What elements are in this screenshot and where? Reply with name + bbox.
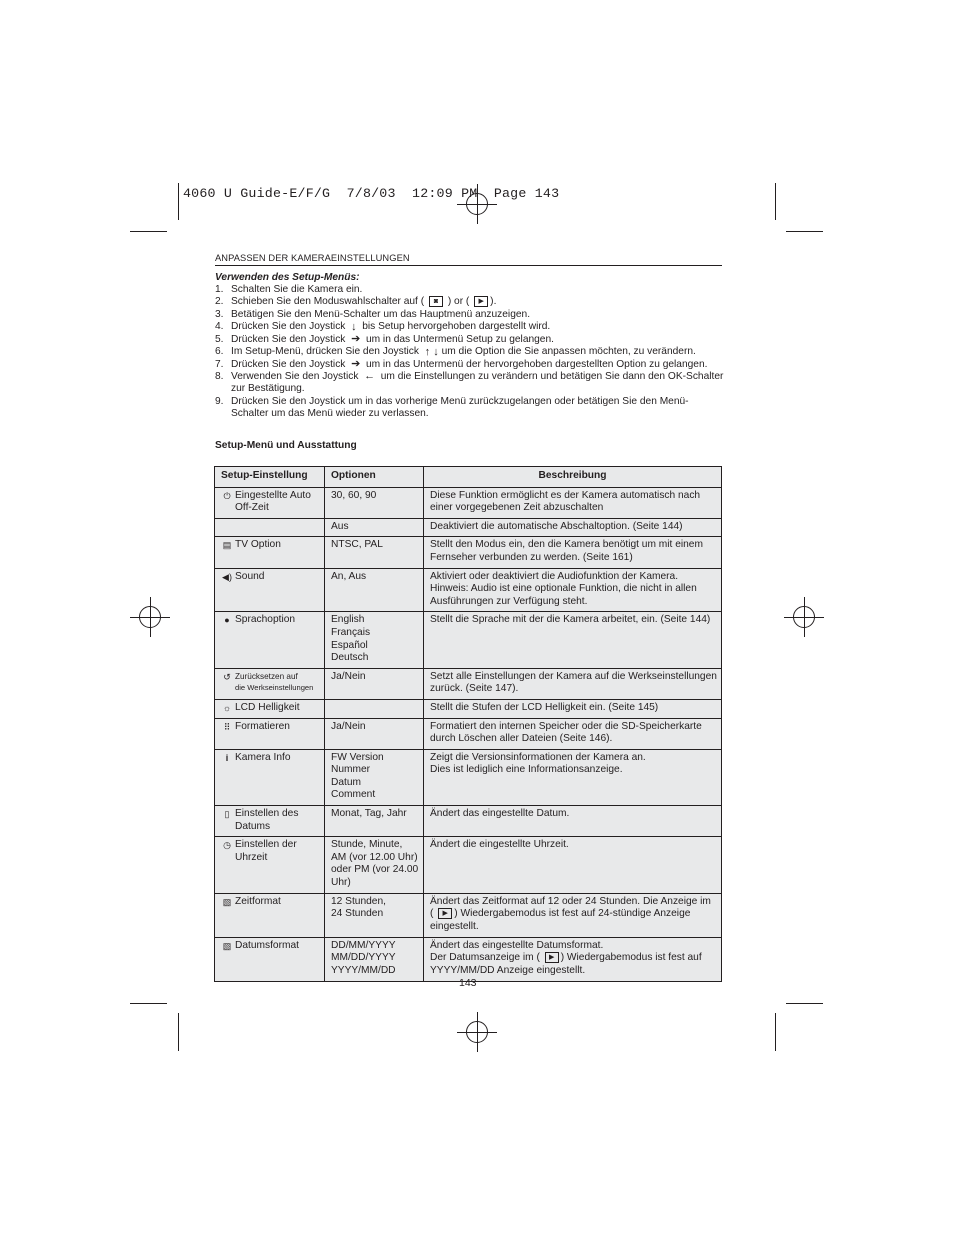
steps-list: [215, 284, 725, 421]
print-slug: 4060 U Guide-E/F/G 7/8/03 12:09 PM Page 143: [183, 186, 560, 201]
section-rule: [215, 265, 722, 266]
playback-mode-icon: ▶: [474, 296, 488, 307]
list-item: 2. Schieben Sie den Moduswahlschalter auf ( ◙ ) or ( ▶ ).: [215, 296, 497, 308]
list-item: 9. Drücken Sie den Joystick um in das vorherige Menü zurückzugelangen oder betätigen Sie den Menü-Schalter um das Menü wieder zu verlassen.: [215, 395, 689, 420]
list-item: 5. Drücken Sie den Joystick ➔ um in das Untermenü Setup zu gelangen.: [215, 333, 554, 346]
registration-mark: [130, 597, 170, 637]
column-header: Beschreibung: [424, 467, 722, 488]
info-icon: i: [225, 752, 229, 763]
registration-mark: [457, 1012, 497, 1052]
table-row: Aus Deaktiviert die automatische Abschaltoption. (Seite 144): [215, 518, 722, 537]
intro-title: Verwenden des Setup-Menüs:: [215, 272, 360, 283]
table-header-row: [215, 467, 722, 488]
table-row: ↺ Zurücksetzen auf die Werkseinstellungen Ja/Nein Setzt alle Einstellungen der Kamera auf die Werkseinstellungen zurück. (Seite 147).: [215, 668, 722, 699]
table-row: ☼ LCD Helligkeit Stellt die Stufen der LCD Helligkeit ein. (Seite 145): [215, 699, 722, 718]
table-title: Setup-Menü und Ausstattung: [215, 440, 357, 451]
list-item: 4. Drücken Sie den Joystick ↓ bis Setup hervorgehoben dargestellt wird.: [215, 320, 551, 333]
table-row: i Kamera Info FW Version Nummer Datum Comment Zeigt die Versionsinformationen der Kamera an. Dies ist lediglich eine Informationsanzeige.: [215, 749, 722, 805]
crop-mark: [775, 183, 776, 220]
crop-mark: [786, 231, 823, 232]
playback-mode-icon: ▶: [545, 952, 559, 963]
crop-mark: [775, 1013, 776, 1051]
table-row: ◀) Sound An, Aus Aktiviert oder deaktiviert die Audiofunktion der Kamera. Hinweis: Audio ist eine optionale Funktion, die nicht in allen Ausführungen zur Verfügung steht.: [215, 568, 722, 612]
arrow-right-icon: ➔: [351, 333, 361, 346]
list-item: 6. Im Setup-Menü, drücken Sie den Joystick ↑ ↓ um die Option die Sie anpassen möchten, zu verändern.: [215, 345, 696, 358]
arrow-up-down-icon: ↑ ↓: [424, 345, 439, 358]
date-format-icon: ▧: [222, 940, 232, 951]
list-item: 1. Schalten Sie die Kamera ein.: [215, 284, 363, 295]
language-icon: ●: [224, 615, 230, 626]
table-row: ▧ Datumsformat DD/MM/YYYY MM/DD/YYYY YYYY/MM/DD Ändert das eingestellte Datumsformat. Der Datumsanzeige im ( ▶ ) Wiedergabemodus ist fest auf YYYY/MM/DD Anzeige eingestellt.: [215, 937, 722, 981]
arrow-right-icon: ➔: [351, 357, 361, 370]
arrow-down-icon: ↓: [351, 320, 357, 333]
crop-mark: [178, 1013, 179, 1051]
speaker-icon: ◀): [222, 571, 232, 582]
section-header: ANPASSEN DER KAMERAEINSTELLUNGEN: [215, 253, 410, 263]
playback-mode-icon: ▶: [438, 908, 452, 919]
table-row: ⠿ Formatieren Ja/Nein Formatiert den internen Speicher oder die SD-Speicherkarte durch Löschen aller Dateien (Seite 146).: [215, 718, 722, 749]
arrow-left-icon: ←: [364, 370, 376, 383]
crop-mark: [178, 183, 179, 220]
crop-mark: [786, 1003, 823, 1004]
table-row: ⏻ Eingestellte Auto Off-Zeit 30, 60, 90 Diese Funktion ermöglicht es der Kamera automatisch nach einer vorgegebenen Zeit abzuschalten: [215, 487, 722, 518]
crop-mark: [130, 231, 167, 232]
brightness-icon: ☼: [222, 702, 232, 713]
list-item: 8. Verwenden Sie den Joystick ← um die Einstellungen zu verändern und betätigen Sie dann den OK-Schalter zur Bestätigung.: [215, 370, 724, 395]
calendar-icon: ▯: [224, 809, 230, 820]
format-icon: ⠿: [223, 721, 231, 732]
tv-icon: ▤: [222, 540, 232, 551]
table-row: ▯ Einstellen des Datums Monat, Tag, Jahr Ändert das eingestellte Datum.: [215, 806, 722, 837]
clock-icon: ◷: [223, 840, 231, 851]
crop-mark: [130, 1003, 167, 1004]
table-row: ● Sprachoption English Français Español Deutsch Stellt die Sprache mit der die Kamera arbeitet, ein. (Seite 144): [215, 612, 722, 668]
registration-mark: [784, 597, 824, 637]
list-item: 3. Betätigen Sie den Menü-Schalter um das Hauptmenü anzuzeigen.: [215, 309, 531, 320]
column-header: Optionen: [325, 467, 424, 488]
list-item: 7. Drücken Sie den Joystick ➔ um in das Untermenü der hervorgehoben dargestellten Option zu gelangen.: [215, 357, 708, 370]
column-header: Setup-Einstellung: [215, 467, 325, 488]
table-row: ▧ Zeitformat 12 Stunden, 24 Stunden Ändert das Zeitformat auf 12 oder 24 Stunden. Die Anzeige im ( ▶ ) Wiedergabemodus ist fest auf 24-stündige Anzeige eingestellt.: [215, 893, 722, 937]
table-row: ▤ TV Option NTSC, PAL Stellt den Modus ein, den die Kamera benötigt um mit einem Fernseher verbunden zu werden. (Seite 161): [215, 537, 722, 568]
reset-icon: ↺: [223, 671, 231, 682]
camera-mode-icon: ◙: [429, 296, 443, 307]
table-row: ◷ Einstellen der Uhrzeit Stunde, Minute, AM (vor 12.00 Uhr) oder PM (vor 24.00 Uhr) Ändert die eingestellte Uhrzeit.: [215, 837, 722, 893]
auto-off-icon: ⏻: [223, 490, 231, 501]
page-number: 143: [459, 977, 477, 989]
time-format-icon: ▧: [222, 896, 232, 907]
setup-table: [214, 466, 722, 982]
